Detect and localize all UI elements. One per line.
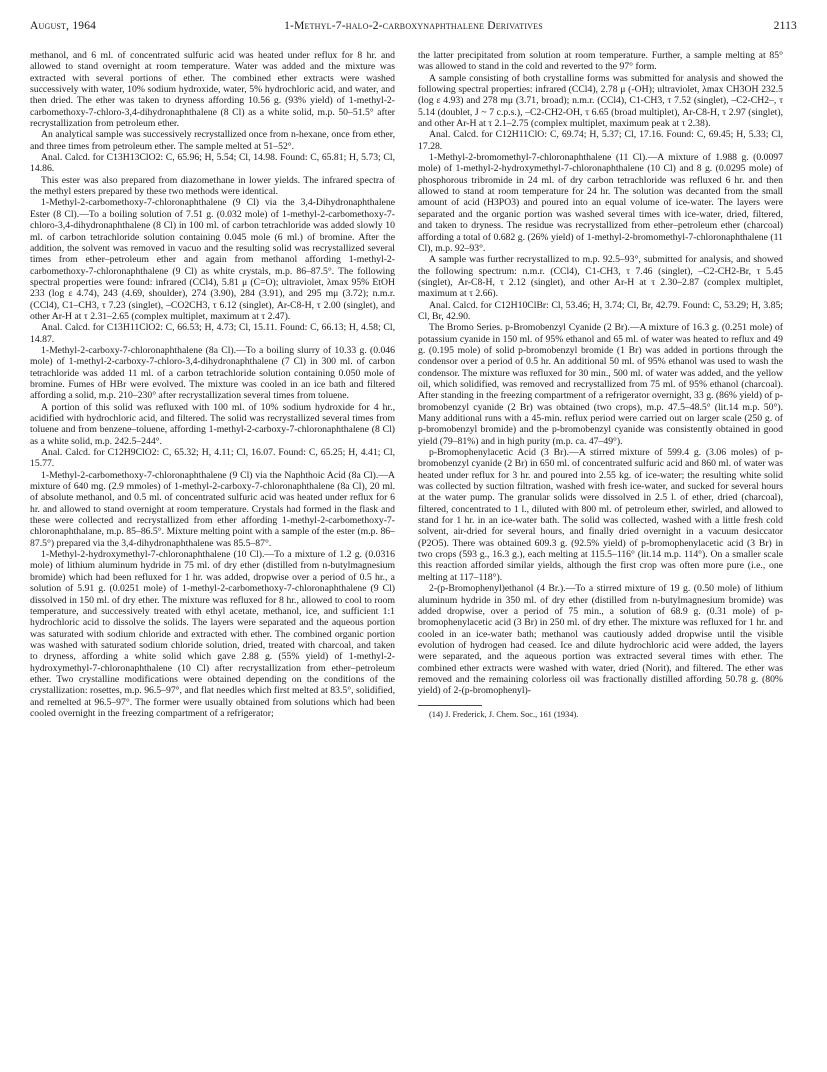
paragraph: 1-Methyl-2-hydroxymethyl-7-chloronaphthalene (10 Cl).—To a mixture of 1.2 g. (0.0316 mole) of lithium aluminum hydride in 75 ml. of dry ether (distilled from n-butylmagnesium bromide) which had been refluxed for 1 hr. was added, dropwise over a period of 0.5 hr., a solution of 5.91 g. (0.0251 mole) of 1-methyl-2-carbomethoxy-7-chloronaphthalene (9 Cl) dissolved in 150 ml. of dry ether. The mixture was refluxed for 8 hr., allowed to cool to room temperature, and successively treated with ethyl acetate, methanol, ice, and sufficient 1:1 hydrochloric acid to dissolve the solids. The layers were separated and the aqueous portion was saturated with sodium chloride and extracted with ether. The combined organic portion was washed with saturated sodium chloride solution, dried, treated with charcoal, and taken to dryness, affording a white solid which gave 2.88 g. (55% yield) of 1-methyl-2-hydroxymethyl-7-chloronaphthalene (10 Cl) after recrystallization from ether–petroleum ether. Two crystalline modifications were obtained depending on the conditions of the crystallization: rosettes, m.p. 96.5–97°, and flat needles which first melted at 83.5°, solidified, and remelted at 96.5–97°. The former were usually obtained from solutions which had been cooled overnight in the freezing compartment of a refrigerator; bbox=[30, 549, 395, 719]
paragraph: The Bromo Series. p-Bromobenzyl Cyanide (2 Br).—A mixture of 16.3 g. (0.251 mole) of potassium cyanide in 150 ml. of 95% ethanol and 65 ml. of water was heated to reflux and 49 g. (0.195 mole) of solid p-bromobenzyl bromide (1 Br) was added in portions through the condensor over a period of 0.5 hr. An additional 50 ml. of 95% ethanol was used to wash the condensor. The mixture was refluxed for 30 min., 500 ml. of water was added, and the yellow oil, which solidified, was removed and recrystallized from 75 ml. of 95% ethanol (charcoal). After standing in the freezing compartment of a refrigerator overnight, 33 g. (86% yield) of p-bromobenzyl cyanide (2 Br) was obtained (two crops), m.p. 47.5–48.5° (lit.14 m.p. 50°). Many additional runs with a 45-min. reflux period were carried out on larger scale (250 g. of p-bromobenzyl bromide) and the p-bromobenzyl cyanide was consistently obtained in good yield (79–81%) and in high purity (m.p. ca. 47–49°). bbox=[418, 322, 783, 447]
paragraph: Anal. Calcd. for C12H9ClO2: C, 65.32; H, 4.11; Cl, 16.07. Found: C, 65.25; H, 4.41; Cl, 15.77. bbox=[30, 447, 395, 470]
footnote-rule bbox=[418, 705, 482, 706]
paragraph: Anal. Calcd. for C12H11ClO: C, 69.74; H, 5.37; Cl, 17.16. Found: C, 69.45; H, 5.33; Cl, 17.28. bbox=[418, 129, 783, 152]
paragraph: A portion of this solid was refluxed with 100 ml. of 10% sodium hydroxide for 4 hr., acidified with hydrochloric acid, and filtered. The solid was recrystallized several times from toluene and from benzene–toluene, affording 1-methyl-2-carboxy-7-chloronaphthalene (8 Cl) as a white solid, m.p. 242.5–244°. bbox=[30, 401, 395, 447]
paragraph: A sample consisting of both crystalline forms was submitted for analysis and showed the following spectral properties: infrared (CCl4), 2.78 μ (-OH); ultraviolet, λmax CH3OH 232.5 (log ε 4.93) and 278 mμ (3.71, broad); n.m.r. (CCl4), C1-CH3, τ 7.52 (singlet), –C2-CH2–, τ 5.14 (doublet, J ~ 7 c.p.s.), –C2-CH2-OH, τ 6.65 (broad multiplet), Ar-C8-H, τ 2.97 (singlet), and other Ar-H at τ 2.1–2.75 (complex multiplet, maximum peak at τ 2.38). bbox=[418, 72, 783, 130]
paragraph: 1-Methyl-2-carbomethoxy-7-chloronaphthalene (9 Cl) via the 3,4-Dihydronaphthalene Ester (8 Cl).—To a boiling solution of 7.51 g. (0.032 mole) of 1-methyl-2-carbomethoxy-7-chloro-3,4-dihydronaphthalene (8 Cl) in 100 ml. of carbon tetrachloride was added slowly 10 ml. of carbon tetrachloride solution containing 0.045 mole (6 ml.) of bromine. After the addition, the solvent was removed in vacuo and the resulting solid was recrystallized several times from ether–petroleum ether and again from methanol affording 1-methyl-2-carbomethoxy-7-chloronaphthalene (9 Cl) as white crystals, m.p. 86–87.5°. The following spectral properties were found: infrared (CCl4), 5.81 μ (C=O); ultraviolet, λmax 95% EtOH 233 (log ε 4.74), 243 (4.69, shoulder), 274 (3.90), 284 (3.91), and 295 mμ (3.72); n.m.r. (CCl4), C1–CH3, τ 7.23 (singlet), –CO2CH3, τ 6.12 (singlet), Ar-C8-H, τ 2.00 (singlet), and other Ar-H at τ 2.31–2.65 (complex multiplet, maximum at τ 2.47). bbox=[30, 197, 395, 322]
paragraph: 1-Methyl-2-carbomethoxy-7-chloronaphthalene (9 Cl) via the Naphthoic Acid (8a Cl).—A mixture of 640 mg. (2.9 mmoles) of 1-methyl-2-carboxy-7-chloronaphthalene (8a Cl), 20 ml. of absolute methanol, and 0.5 ml. of concentrated sulfuric acid was heated under reflux for 6 hr. and allowed to stand overnight at room temperature. Crystals had formed in the flask and these were collected and recrystallized from ether affording 1-methyl-2-carbomethoxy-7-chloronaphthalane, m.p. 85–86.5°. Mixture melting point with a sample of the ester (m.p. 86–87.5°) prepared via the 3,4-dihydronaphthalene was 85.5–87°. bbox=[30, 469, 395, 549]
header-date: August, 1964 bbox=[30, 20, 97, 32]
paragraph: 1-Methyl-2-bromomethyl-7-chloronaphthalene (11 Cl).—A mixture of 1.988 g. (0.0097 mole) of 1-methyl-2-hydroxymethyl-7-chloronaphthalene (10 Cl) and 8 g. (0.0295 mole) of phosphorous tribromide in 24 ml. of dry carbon tetrachloride was refluxed 6 hr. and then allowed to stand at room temperature for 24 hr. The solution was decanted from the small amount of acid (H3PO3) and poured into an equal volume of ice-water. The layers were separated and the organic portion was washed several times with ice-water, dried, filtered, and taken to dryness. The residue was recrystallized from ether–petroleum ether (charcoal) affording a total of 0.682 g. (26% yield) of 1-methyl-2-bromomethyl-7-chloronaphthalene (11 Cl), m.p. 92–93°. bbox=[418, 152, 783, 254]
paragraph: Anal. Calcd. for C12H10ClBr: Cl, 53.46; H, 3.74; Cl, Br, 42.79. Found: C, 53.29; H, 3.85; Cl, Br, 42.90. bbox=[418, 299, 783, 322]
footnote: (14) J. Frederick, J. Chem. Soc., 161 (1934). bbox=[429, 709, 579, 719]
paragraph: An analytical sample was successively recrystallized once from n-hexane, once from ether, and three times from petroleum ether. The sample melted at 51–52°. bbox=[30, 129, 395, 152]
paragraph: methanol, and 6 ml. of concentrated sulfuric acid was heated under reflux for 8 hr. and allowed to stand overnight at room temperature. Water was added and the mixture was extracted with several portions of ether. The combined ether extracts were washed successively with water, 10% sodium hydroxide, water, 5% hydrochloric acid, and water, and then dried. The ether was taken to dryness affording 10.56 g. (93% yield) of 1-methyl-2-carbomethoxy-7-chloro-3,4-dihydronaphthalene (8 Cl) as a white solid, m.p. 50–51.5° after recrystallization from petroleum ether. bbox=[30, 50, 395, 130]
paragraph: Anal. Calcd. for C13H13ClO2: C, 65.96; H, 5.54; Cl, 14.98. Found: C, 65.81; H, 5.73; Cl, 14.86. bbox=[30, 152, 395, 175]
paragraph: Anal. Calcd. for C13H11ClO2: C, 66.53; H, 4.73; Cl, 15.11. Found: C, 66.13; H, 4.58; Cl, 14.87. bbox=[30, 322, 395, 345]
header-title: 1-Methyl-7-halo-2-carboxynaphthalene Derivatives bbox=[284, 20, 543, 32]
paragraph: the latter precipitated from solution at room temperature. Further, a sample melting at 85° was allowed to stand in the cold and reverted to the 97° form. bbox=[418, 50, 783, 73]
paragraph: This ester was also prepared from diazomethane in lower yields. The infrared spectra of the methyl esters prepared by these two methods were identical. bbox=[30, 174, 395, 198]
paragraph: p-Bromophenylacetic Acid (3 Br).—A stirred mixture of 599.4 g. (3.06 moles) of p-bromobenzyl cyanide (2 Br) in 650 ml. of concentrated sulfuric acid and 860 ml. of water was heated under reflux for 3 hr. and poured into 2.55 kg. of ice-water; the resulting white solid was collected by suction filtration, washed with fresh ice-water, and sucked for several hours at the water pump. The granular solids were dissolved in 2.5 l. of ether, dried (charcoal), filtered, concentrated to 1 l., diluted with 800 ml. of petroleum ether, swirled, and allowed to stand for 1 hr. in an ice-water bath. The solid was collected, washed with a little fresh cold solvent, air-dried for several hours, and finally dried overnight in a vacuum desiccator (P2O5). There was obtained 609.3 g. (92.5% yield) of p-bromophenylacetic acid (3 Br) in two crops (593 g., 16.3 g.), each melting at 115.5–116° (lit.14 m.p. 114°). On a smaller scale this reaction afforded similar yields, although the first crop was often more pure (i.e., one melting at 117–118°). bbox=[418, 447, 783, 583]
left-column bbox=[30, 50, 395, 1060]
paragraph: 2-(p-Bromophenyl)ethanol (4 Br.).—To a stirred mixture of 19 g. (0.50 mole) of lithium aluminum hydride in 350 ml. of dry ether (distilled from n-butylmagnesium bromide) was added dropwise, over a period of 75 min., a solution of 68.9 g. (0.31 mole) of p-bromophenylacetic acid (3 Br) in 250 ml. of dry ether. The mixture was refluxed for 1 hr. and cooled in an ice-water bath; methanol was cautiously added dropwise until the visible evolution of hydrogen had ceased. Ice and dilute hydrochloric acid were added, the layers were separated, and the aqueous portion was extracted several times with ether. The combined ether extracts were washed with water, dried (Norit), and filtered. The ether was removed and the remaining colorless oil was fractionally distilled affording 50.78 g. (80% yield) of 2-(p-bromophenyl)- bbox=[418, 583, 783, 697]
paragraph: 1-Methyl-2-carboxy-7-chloronaphthalene (8a Cl).—To a boiling slurry of 10.33 g. (0.046 mole) of 1-methyl-2-carboxy-7-chloro-3,4-dihydronaphthalene (7 Cl) in 300 ml. of carbon tetrachloride was added 11 ml. of a carbon tetrachloride solution containing 0.050 mole of bromine. Fumes of HBr were evolved. The mixture was cooled in an ice bath and filtered affording a solid, m.p. 210–230° after recrystallization several times from toluene. bbox=[30, 344, 395, 402]
running-header bbox=[30, 20, 797, 38]
paragraph: A sample was further recrystallized to m.p. 92.5–93°, submitted for analysis, and showed the following spectrum: n.m.r. (CCl4), C1-CH3, τ 7.46 (singlet), –C2-CH2-Br, τ 5.45 (singlet), Ar-C8-H, τ 2.12 (singlet), and other Ar-H at τ 2.30–2.87 (complex multiplet, maximum at τ 2.66). bbox=[418, 254, 783, 300]
right-column bbox=[418, 50, 783, 1060]
page-number: 2113 bbox=[773, 20, 797, 32]
